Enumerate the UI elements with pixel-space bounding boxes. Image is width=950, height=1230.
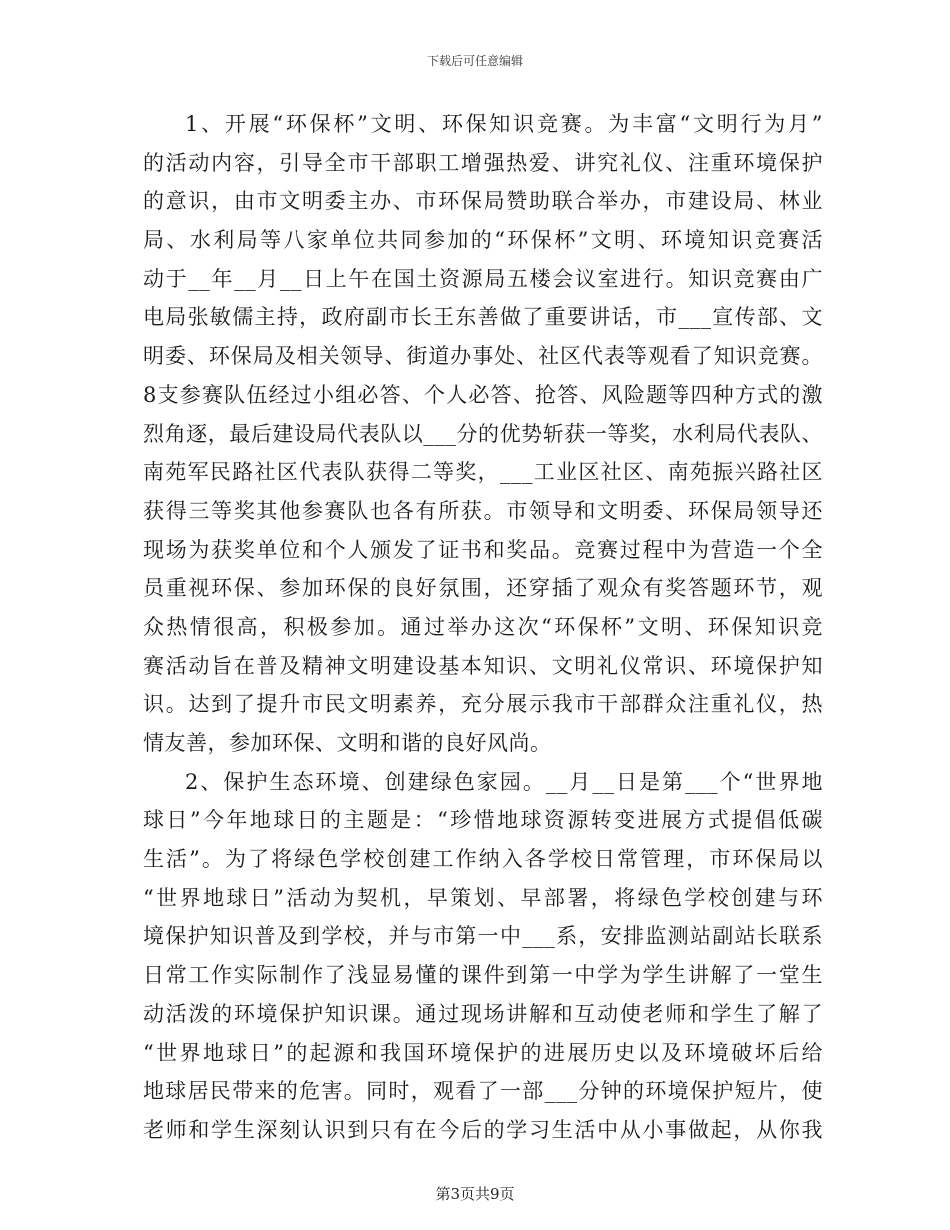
paragraph-2-line: 动活泼的环境保护知识课。通过现场讲解和互动使老师和学生了解了	[143, 1001, 823, 1026]
paragraph-1-line: 员重视环保、参加环保的良好氛围，还穿插了观众有奖答题环节，观	[143, 576, 823, 601]
paragraph-1-line: 现场为获奖单位和个人颁发了证书和奖品。竞赛过程中为营造一个全	[143, 537, 823, 562]
paragraph-2-line: 2、保护生态环境、创建绿色家园。__月__日是第___个“世界地	[185, 769, 823, 794]
paragraph-1-line: 众热情很高，积极参加。通过举办这次“环保杯”文明、环保知识竞	[143, 614, 823, 639]
paragraph-1-line: 情友善，参加环保、文明和谐的良好风尚。	[143, 731, 552, 755]
paragraph-2-line: 日常工作实际制作了浅显易懂的课件到第一中学为学生讲解了一堂生	[143, 963, 823, 988]
page-number: 第3页共9页	[435, 1185, 515, 1203]
paragraph-1-line: 的意识，由市文明委主办、市环保局赞助联合举办，市建设局、林业	[143, 189, 823, 214]
paragraph-1-line: 局、水利局等八家单位共同参加的“环保杯”文明、环境知识竞赛活	[143, 228, 823, 253]
paragraph-1-line: 明委、环保局及相关领导、街道办事处、社区代表等观看了知识竞赛。	[143, 344, 823, 369]
paragraph-1-line: 获得三等奖其他参赛队也各有所获。市领导和文明委、环保局领导还	[143, 498, 823, 523]
paragraph-1-line: 1、开展“环保杯”文明、环保知识竞赛。为丰富“文明行为月”	[185, 112, 823, 136]
paragraph-1-line: 动于__年__月__日上午在国土资源局五楼会议室进行。知识竞赛由广	[143, 266, 823, 291]
paragraph-2-line: 球日”今年地球日的主题是：“珍惜地球资源转变进展方式提倡低碳	[143, 808, 823, 833]
paragraph-1-line: 烈角逐，最后建设局代表队以___分的优势斩获一等奖，水利局代表队、	[143, 421, 823, 446]
document-body	[143, 105, 823, 1150]
paragraph-2-line: “世界地球日”活动为契机，早策划、早部署，将绿色学校创建与环	[143, 885, 823, 910]
paragraph-2-line: 地球居民带来的危害。同时，观看了一部___分钟的环境保护短片，使	[143, 1079, 823, 1104]
page-header: 下载后可任意编辑	[426, 54, 523, 68]
paragraph-1-line: 的活动内容，引导全市干部职工增强热爱、讲究礼仪、注重环境保护	[143, 150, 823, 175]
paragraph-1-line: 8支参赛队伍经过小组必答、个人必答、抢答、风险题等四种方式的激	[143, 382, 823, 407]
paragraph-2-line: 老师和学生深刻认识到只有在今后的学习生活中从小事做起，从你我	[143, 1117, 823, 1142]
paragraph-1-line: 南苑军民路社区代表队获得二等奖，___工业区社区、南苑振兴路社区	[143, 460, 823, 485]
paragraph-2-line: 境保护知识普及到学校，并与市第一中___系，安排监测站副站长联系	[143, 924, 823, 949]
paragraph-2-line: 生活”。为了将绿色学校创建工作纳入各学校日常管理，市环保局以	[143, 847, 823, 872]
paragraph-1-line: 识。达到了提升市民文明素养，充分展示我市干部群众注重礼仪，热	[143, 692, 823, 717]
paragraph-1-line: 赛活动旨在普及精神文明建设基本知识、文明礼仪常识、环境保护知	[143, 653, 823, 678]
paragraph-2-line: “世界地球日”的起源和我国环境保护的进展历史以及环境破坏后给	[143, 1040, 823, 1065]
paragraph-1-line: 电局张敏儒主持，政府副市长王东善做了重要讲话，市___宣传部、文	[143, 305, 823, 330]
